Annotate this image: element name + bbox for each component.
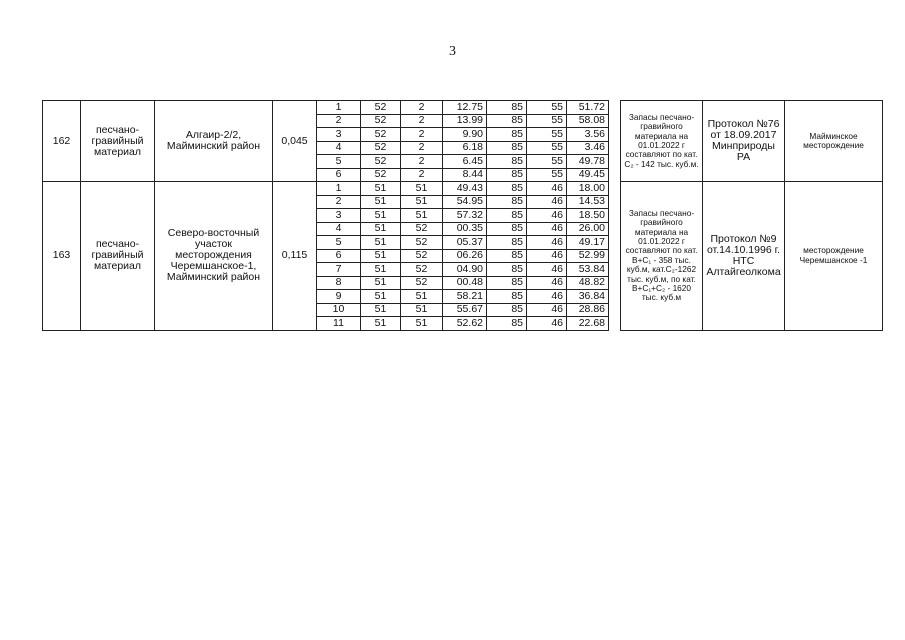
- lat-minutes: 52: [401, 263, 443, 277]
- point-number: 10: [317, 303, 361, 317]
- lon-minutes: 46: [527, 195, 567, 209]
- lon-seconds: 52.99: [567, 249, 609, 263]
- point-number: 11: [317, 317, 361, 331]
- lon-degrees: 85: [487, 182, 527, 196]
- lon-degrees: 85: [487, 236, 527, 250]
- lon-degrees: 85: [487, 249, 527, 263]
- lat-minutes: 2: [401, 128, 443, 142]
- lon-degrees: 85: [487, 101, 527, 115]
- lon-seconds: 36.84: [567, 290, 609, 304]
- lon-degrees: 85: [487, 290, 527, 304]
- deposit-material: песчано-гравийный материал: [81, 101, 155, 182]
- lon-seconds: 49.45: [567, 168, 609, 182]
- lon-minutes: 46: [527, 303, 567, 317]
- lon-seconds: 26.00: [567, 222, 609, 236]
- point-number: 2: [317, 114, 361, 128]
- lon-seconds: 49.17: [567, 236, 609, 250]
- lon-degrees: 85: [487, 114, 527, 128]
- lat-minutes: 51: [401, 317, 443, 331]
- lon-minutes: 55: [527, 114, 567, 128]
- lat-degrees: 52: [361, 168, 401, 182]
- lat-degrees: 51: [361, 249, 401, 263]
- lon-minutes: 46: [527, 290, 567, 304]
- lon-minutes: 46: [527, 263, 567, 277]
- lon-seconds: 14.53: [567, 195, 609, 209]
- lat-seconds: 00.48: [443, 276, 487, 290]
- lon-degrees: 85: [487, 303, 527, 317]
- lat-seconds: 00.35: [443, 222, 487, 236]
- lon-minutes: 46: [527, 209, 567, 223]
- deposit-location: Северо-восточный участок месторождения Черемшанское-1, Майминский район: [155, 182, 273, 331]
- deposit-area: 0,045: [273, 101, 317, 182]
- lat-seconds: 55.67: [443, 303, 487, 317]
- lon-minutes: 46: [527, 276, 567, 290]
- deposit-protocol: Протокол №9 от.14.10.1996 г. НТС Алтайгеолкома: [703, 182, 785, 331]
- lon-minutes: 55: [527, 155, 567, 169]
- lon-minutes: 55: [527, 128, 567, 142]
- point-number: 6: [317, 249, 361, 263]
- lat-seconds: 9.90: [443, 128, 487, 142]
- page-number: 3: [449, 44, 456, 59]
- lat-seconds: 49.43: [443, 182, 487, 196]
- deposits-table-body: [43, 101, 883, 331]
- lat-degrees: 52: [361, 155, 401, 169]
- lon-seconds: 58.08: [567, 114, 609, 128]
- lon-degrees: 85: [487, 195, 527, 209]
- lat-seconds: 6.18: [443, 141, 487, 155]
- lat-degrees: 51: [361, 317, 401, 331]
- lon-seconds: 48.82: [567, 276, 609, 290]
- lon-minutes: 55: [527, 141, 567, 155]
- lon-seconds: 49.78: [567, 155, 609, 169]
- lon-degrees: 85: [487, 263, 527, 277]
- point-number: 5: [317, 236, 361, 250]
- lon-minutes: 46: [527, 182, 567, 196]
- lon-minutes: 46: [527, 222, 567, 236]
- deposit-material: песчано-гравийный материал: [81, 182, 155, 331]
- column-gap: [609, 101, 621, 182]
- deposits-table: [42, 100, 883, 331]
- lon-seconds: 51.72: [567, 101, 609, 115]
- lon-seconds: 22.68: [567, 317, 609, 331]
- lat-minutes: 52: [401, 222, 443, 236]
- lon-degrees: 85: [487, 168, 527, 182]
- lon-degrees: 85: [487, 317, 527, 331]
- deposit-reserves: Запасы песчано-гравийного материала на 01.01.2022 г составляют по кат. В+С₁ - 358 тыс. куб.м, кат.С₂-1262 тыс. куб.м, по кат. В+С₁+С₂ - 1620 тыс. куб.м: [621, 182, 703, 331]
- lat-seconds: 12.75: [443, 101, 487, 115]
- point-number: 1: [317, 182, 361, 196]
- point-number: 6: [317, 168, 361, 182]
- deposit-number: 162: [43, 101, 81, 182]
- lon-degrees: 85: [487, 209, 527, 223]
- deposit-number: 163: [43, 182, 81, 331]
- lat-degrees: 52: [361, 141, 401, 155]
- point-number: 3: [317, 209, 361, 223]
- lon-seconds: 18.50: [567, 209, 609, 223]
- lon-degrees: 85: [487, 155, 527, 169]
- lat-minutes: 51: [401, 290, 443, 304]
- lon-degrees: 85: [487, 222, 527, 236]
- lon-seconds: 28.86: [567, 303, 609, 317]
- lat-degrees: 51: [361, 290, 401, 304]
- table-row: [43, 101, 883, 115]
- lat-minutes: 2: [401, 101, 443, 115]
- lon-minutes: 55: [527, 168, 567, 182]
- lon-seconds: 3.46: [567, 141, 609, 155]
- lat-minutes: 52: [401, 236, 443, 250]
- lat-degrees: 51: [361, 276, 401, 290]
- lat-degrees: 51: [361, 222, 401, 236]
- lat-degrees: 52: [361, 101, 401, 115]
- lat-seconds: 13.99: [443, 114, 487, 128]
- lat-minutes: 51: [401, 209, 443, 223]
- lat-degrees: 51: [361, 182, 401, 196]
- lat-minutes: 2: [401, 141, 443, 155]
- lat-minutes: 51: [401, 303, 443, 317]
- lon-minutes: 46: [527, 317, 567, 331]
- lon-degrees: 85: [487, 141, 527, 155]
- lon-minutes: 46: [527, 236, 567, 250]
- lat-degrees: 51: [361, 209, 401, 223]
- deposit-note: Майминское месторождение: [785, 101, 883, 182]
- lat-seconds: 05.37: [443, 236, 487, 250]
- lon-minutes: 55: [527, 101, 567, 115]
- lon-seconds: 18.00: [567, 182, 609, 196]
- column-gap: [609, 182, 621, 331]
- lat-minutes: 52: [401, 276, 443, 290]
- lon-degrees: 85: [487, 128, 527, 142]
- lat-seconds: 57.32: [443, 209, 487, 223]
- deposit-protocol: Протокол №76 от 18.09.2017 Минприроды РА: [703, 101, 785, 182]
- lat-minutes: 51: [401, 195, 443, 209]
- point-number: 8: [317, 276, 361, 290]
- point-number: 2: [317, 195, 361, 209]
- lat-degrees: 51: [361, 263, 401, 277]
- lat-seconds: 06.26: [443, 249, 487, 263]
- lat-seconds: 52.62: [443, 317, 487, 331]
- deposit-area: 0,115: [273, 182, 317, 331]
- lon-minutes: 46: [527, 249, 567, 263]
- lon-seconds: 3.56: [567, 128, 609, 142]
- lat-degrees: 52: [361, 114, 401, 128]
- table-row: [43, 182, 883, 196]
- lat-minutes: 2: [401, 114, 443, 128]
- point-number: 4: [317, 222, 361, 236]
- lat-minutes: 2: [401, 168, 443, 182]
- point-number: 4: [317, 141, 361, 155]
- lat-degrees: 51: [361, 236, 401, 250]
- deposit-location: Алгаир-2/2, Майминский район: [155, 101, 273, 182]
- lat-minutes: 2: [401, 155, 443, 169]
- lon-seconds: 53.84: [567, 263, 609, 277]
- lon-degrees: 85: [487, 276, 527, 290]
- lat-seconds: 04.90: [443, 263, 487, 277]
- point-number: 1: [317, 101, 361, 115]
- point-number: 3: [317, 128, 361, 142]
- point-number: 9: [317, 290, 361, 304]
- deposit-reserves: Запасы песчано-гравийного материала на 01.01.2022 г составляют по кат. С₂ - 142 тыс. куб.м.: [621, 101, 703, 182]
- lat-seconds: 6.45: [443, 155, 487, 169]
- lat-seconds: 54.95: [443, 195, 487, 209]
- lat-degrees: 51: [361, 303, 401, 317]
- lat-minutes: 51: [401, 182, 443, 196]
- lat-seconds: 58.21: [443, 290, 487, 304]
- lat-degrees: 51: [361, 195, 401, 209]
- deposit-note: месторождение Черемшанское -1: [785, 182, 883, 331]
- lat-degrees: 52: [361, 128, 401, 142]
- point-number: 7: [317, 263, 361, 277]
- point-number: 5: [317, 155, 361, 169]
- lat-seconds: 8.44: [443, 168, 487, 182]
- lat-minutes: 52: [401, 249, 443, 263]
